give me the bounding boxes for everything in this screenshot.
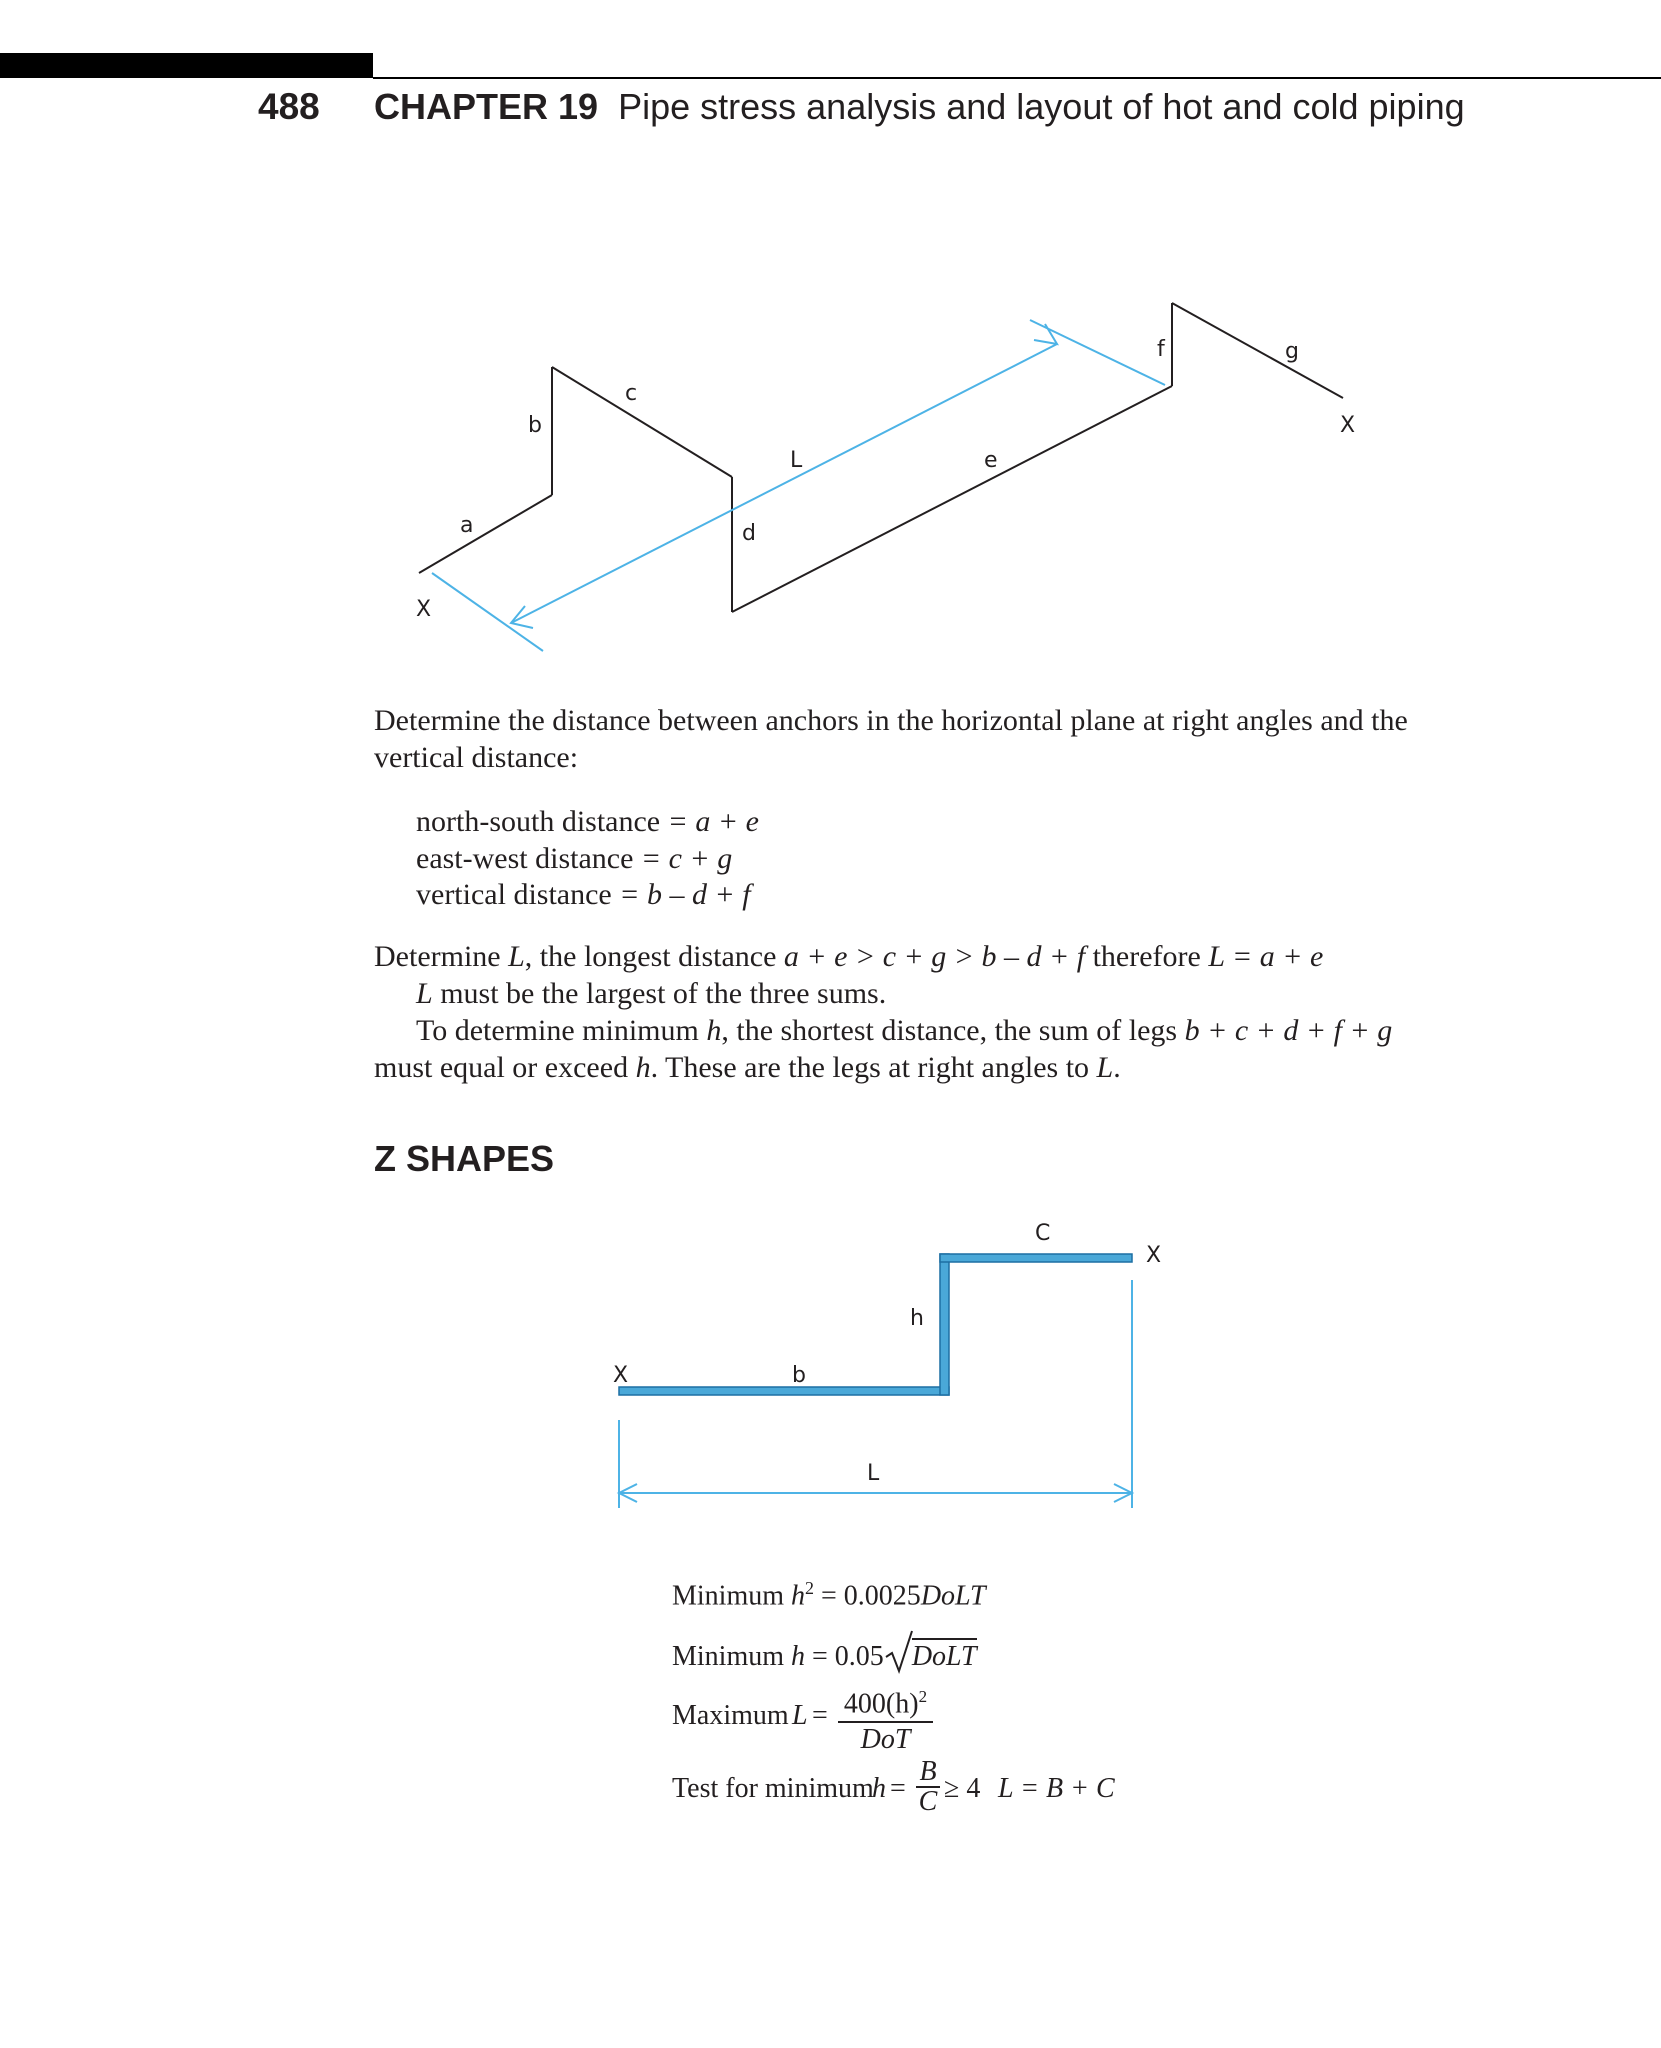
header-rule xyxy=(373,77,1661,79)
eq-vertical xyxy=(416,878,751,912)
min-h-line2-L: L xyxy=(1096,1051,1114,1084)
min-h-line2-var: h xyxy=(635,1051,651,1084)
chapter-label: CHAPTER 19 xyxy=(374,86,599,127)
label-x-end: X xyxy=(1340,413,1356,438)
chapter-title: Pipe stress analysis and layout of hot and cold piping xyxy=(618,86,1465,127)
dimension-L xyxy=(432,320,1165,651)
determine-L-prefix: Determine xyxy=(374,940,501,973)
label-f: f xyxy=(1157,337,1165,362)
min-h-sum: b + c + d + f + g xyxy=(1184,1014,1393,1047)
sqrt-radical xyxy=(884,1635,914,1673)
z-shape-figure xyxy=(0,1200,1661,1520)
min-h-mid: , the shortest distance, the sum of legs xyxy=(721,1014,1178,1047)
largest-sum-line xyxy=(416,977,886,1011)
eq-ew-label: east-west distance xyxy=(416,842,634,875)
eq-east-west xyxy=(416,842,732,876)
label-L-z: L xyxy=(867,1461,880,1486)
intro-paragraph: Determine the distance between anchors in the horizontal plane at right angles and the vertical distance: xyxy=(374,704,1408,774)
pipe-leg-h xyxy=(940,1254,949,1395)
z-pipe xyxy=(619,1254,1132,1395)
extension-line-end xyxy=(1030,320,1165,385)
pipe-leg-b xyxy=(619,1387,949,1395)
determine-L-ineq: a + e > c + g > b – d + f xyxy=(783,940,1086,973)
f2-lhs: h xyxy=(791,1641,806,1672)
eq-v-expr: = b – d + f xyxy=(619,878,751,911)
min-h-line2-b: . These are the legs at right angles to xyxy=(650,1051,1090,1084)
f3-lhs: L xyxy=(792,1700,808,1731)
pipe-routing-figure xyxy=(0,290,1661,670)
f4-fraction xyxy=(916,1758,940,1816)
largest-var: L xyxy=(416,977,433,1010)
label-x-start: X xyxy=(416,597,432,622)
formula-min-h-squared xyxy=(672,1578,986,1612)
label-c-z: C xyxy=(1035,1221,1051,1246)
f1-lhs: h xyxy=(791,1580,806,1612)
f1-rhs-var: DoLT xyxy=(920,1580,986,1612)
running-head xyxy=(374,86,1465,128)
label-h: h xyxy=(910,1306,924,1331)
f3-eq: = xyxy=(812,1700,828,1731)
determine-L-therefore: therefore xyxy=(1092,940,1201,973)
label-x-right: X xyxy=(1146,1243,1162,1268)
header-black-bar xyxy=(0,53,373,78)
label-L: L xyxy=(790,448,803,473)
label-c: c xyxy=(625,381,638,406)
extension-line-start xyxy=(432,573,543,651)
f3-label: Maximum xyxy=(672,1700,789,1731)
f4-lhs: h xyxy=(872,1773,886,1804)
label-a: a xyxy=(460,513,474,538)
min-h-line2 xyxy=(374,1051,1121,1085)
determine-L-mid: , the longest distance xyxy=(524,940,777,973)
min-h-line2-end: . xyxy=(1113,1051,1121,1084)
pipe-leg-c xyxy=(940,1254,1132,1262)
f4-label: Test for minimum xyxy=(672,1773,874,1804)
f4-numerator: B xyxy=(916,1758,940,1788)
label-g: g xyxy=(1285,339,1299,364)
leg-e-line xyxy=(732,386,1172,612)
f2-rhs-var: DoLT xyxy=(911,1641,977,1672)
f1-exp: 2 xyxy=(805,1578,815,1598)
min-h-var: h xyxy=(706,1014,722,1047)
eq-ew-expr: = c + g xyxy=(640,842,733,875)
label-b-z: b xyxy=(792,1363,806,1388)
min-h-line1 xyxy=(416,1014,1392,1048)
eq-ns-expr: = a + e xyxy=(667,805,759,838)
label-d: d xyxy=(742,521,756,546)
determine-L-var: L xyxy=(508,940,525,973)
f1-label: Minimum xyxy=(672,1580,785,1612)
leg-c-line xyxy=(552,367,732,477)
f2-rhs-num: = 0.05 xyxy=(812,1641,884,1672)
formula-min-h xyxy=(672,1627,977,1673)
eq-ns-label: north-south distance xyxy=(416,805,661,838)
f4-rel: L = B + C xyxy=(998,1773,1115,1804)
determine-L-result: L = a + e xyxy=(1208,940,1324,973)
label-b: b xyxy=(528,413,542,438)
min-h-line2-a: must equal or exceed xyxy=(374,1051,629,1084)
page-number: 488 xyxy=(258,86,320,127)
determine-L-line xyxy=(374,940,1323,974)
f2-label: Minimum xyxy=(672,1641,785,1672)
f3-numerator: $400(h)^2$ xyxy=(838,1680,933,1723)
min-h-prefix: To determine minimum xyxy=(416,1014,699,1047)
f4-ge: ≥ 4 xyxy=(944,1773,981,1804)
f3-fraction xyxy=(838,1680,933,1757)
label-e: e xyxy=(984,448,998,473)
leg-a-line xyxy=(419,495,552,573)
dimension-line-L xyxy=(511,344,1057,623)
f4-eq: = xyxy=(890,1773,906,1804)
eq-north-south xyxy=(416,805,759,839)
f1-rhs-num: = 0.0025 xyxy=(821,1580,921,1612)
leg-g-line xyxy=(1172,303,1343,398)
f4-denominator: C xyxy=(918,1786,938,1817)
pipe-route xyxy=(419,303,1343,612)
label-x-left: X xyxy=(613,1363,629,1388)
largest-text: must be the largest of the three sums. xyxy=(440,977,887,1010)
eq-v-label: vertical distance xyxy=(416,878,612,911)
section-heading-z-shapes: Z SHAPES xyxy=(374,1138,555,1179)
f3-denominator: DoT xyxy=(860,1724,911,1756)
